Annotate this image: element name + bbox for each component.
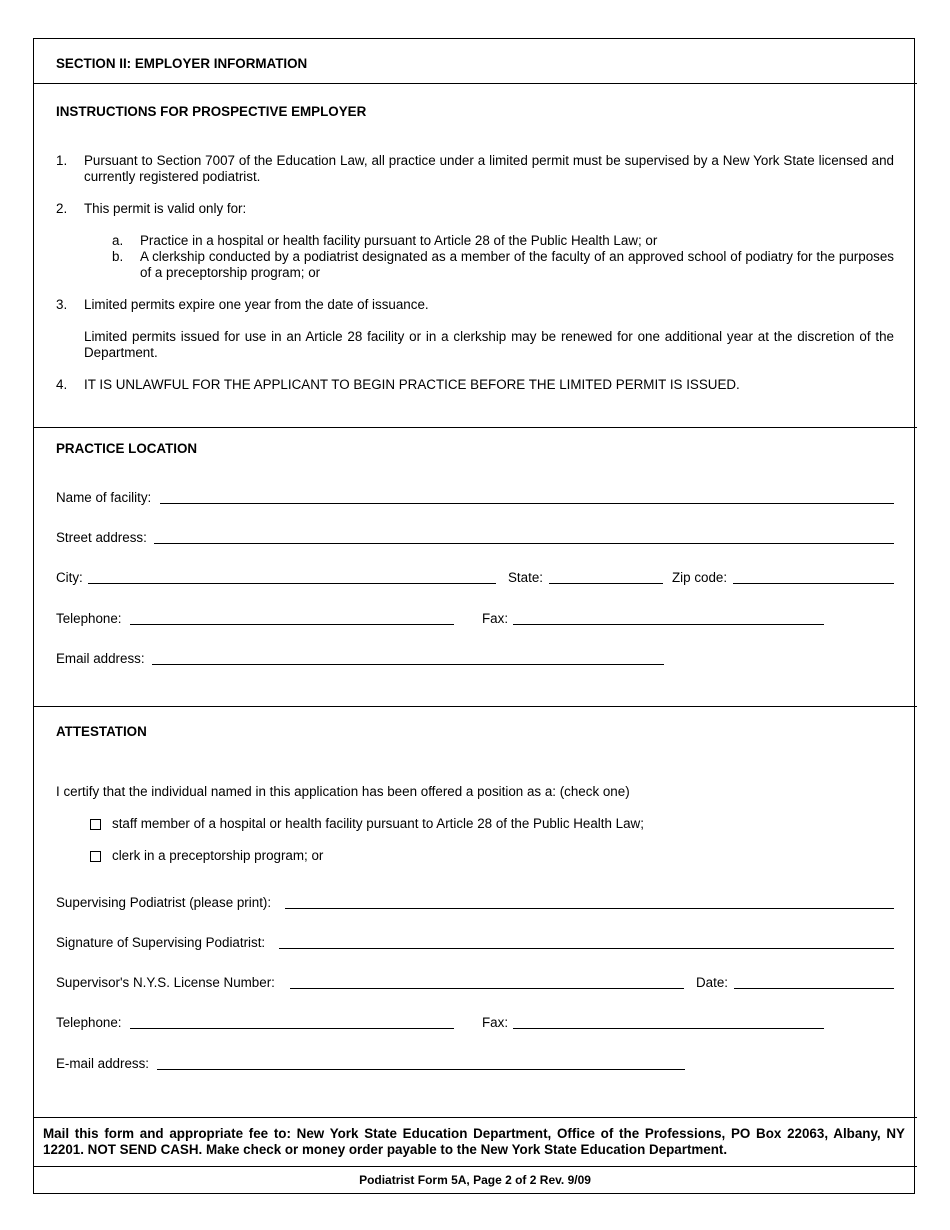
item-3-paragraph: Limited permits issued for use in an Article 28 facility or in a clerkship may be renewed for one additional year at the discretion of the Department. (84, 329, 894, 360)
supervising-podiatrist-label: Supervising Podiatrist (please print): (56, 895, 272, 910)
item-2a-text: Practice in a hospital or health facility pursuant to Article 28 of the Public Health Law; or (140, 233, 658, 248)
item-2b-text: A clerkship conducted by a podiatrist designated as a member of the faculty of an approved school of podiatry for the purposes of a preceptorship program; or (140, 249, 894, 280)
mail-instructions: Mail this form and appropriate fee to: New York State Education Department, Office of the Professions, PO Box 22063, Albany, NY 12201. NOT SEND CASH. Make check or money order payable to the New York State Education Department. (43, 1126, 905, 1157)
supervisor-email-label: E-mail address: (56, 1056, 150, 1071)
street-address-field[interactable] (154, 543, 894, 544)
form-footer: Podiatrist Form 5A, Page 2 of 2 Rev. 9/09 (359, 1173, 591, 1187)
email-label: Email address: (56, 651, 145, 666)
date-label: Date: (696, 975, 729, 990)
supervisor-fax-field[interactable] (513, 1028, 824, 1029)
item-1-text: Pursuant to Section 7007 of the Education Law, all practice under a limited permit must be supervised by a New York State licensed and currently registered podiatrist. (84, 153, 894, 184)
fax-label: Fax: (482, 611, 509, 626)
staff-member-checkbox[interactable] (90, 819, 101, 830)
city-label: City: (56, 570, 83, 585)
item-4-number: 4. (56, 377, 68, 392)
attestation-heading: ATTESTATION (56, 724, 147, 739)
signature-label: Signature of Supervising Podiatrist: (56, 935, 266, 950)
item-4-text: IT IS UNLAWFUL FOR THE APPLICANT TO BEGIN PRACTICE BEFORE THE LIMITED PERMIT IS ISSUED. (84, 377, 740, 392)
signature-field[interactable] (279, 948, 894, 949)
street-address-label: Street address: (56, 530, 147, 545)
clerk-option-label: clerk in a preceptorship program; or (112, 848, 324, 863)
email-field[interactable] (152, 664, 664, 665)
fax-field[interactable] (513, 624, 824, 625)
item-1-number: 1. (56, 153, 68, 168)
divider-mail (33, 1166, 917, 1167)
supervisor-email-field[interactable] (157, 1069, 685, 1070)
supervisor-telephone-label: Telephone: (56, 1015, 122, 1030)
divider-practice-location (33, 706, 917, 707)
telephone-label: Telephone: (56, 611, 122, 626)
section-title: SECTION II: EMPLOYER INFORMATION (56, 56, 308, 71)
divider-attestation (33, 1117, 917, 1118)
supervising-podiatrist-field[interactable] (285, 908, 894, 909)
facility-name-label: Name of facility: (56, 490, 152, 505)
zip-code-field[interactable] (733, 583, 894, 584)
divider-section-title (33, 83, 917, 84)
item-2-text: This permit is valid only for: (84, 201, 247, 216)
item-2b-letter: b. (112, 249, 124, 264)
item-3-text: Limited permits expire one year from the date of issuance. (84, 297, 429, 312)
supervisor-telephone-field[interactable] (130, 1028, 454, 1029)
license-number-field[interactable] (290, 988, 684, 989)
telephone-field[interactable] (130, 624, 454, 625)
instructions-heading: INSTRUCTIONS FOR PROSPECTIVE EMPLOYER (56, 104, 367, 119)
item-2a-letter: a. (112, 233, 124, 248)
certify-text: I certify that the individual named in this application has been offered a position as a: (check one) (56, 784, 630, 799)
practice-location-heading: PRACTICE LOCATION (56, 441, 198, 456)
zip-code-label: Zip code: (672, 570, 728, 585)
staff-member-option-label: staff member of a hospital or health facility pursuant to Article 28 of the Public Health Law; (112, 816, 644, 831)
license-number-label: Supervisor's N.Y.S. License Number: (56, 975, 275, 990)
item-2-number: 2. (56, 201, 68, 216)
divider-instructions (33, 427, 917, 428)
city-field[interactable] (88, 583, 496, 584)
supervisor-fax-label: Fax: (482, 1015, 509, 1030)
clerk-checkbox[interactable] (90, 851, 101, 862)
state-field[interactable] (549, 583, 663, 584)
item-3-number: 3. (56, 297, 68, 312)
facility-name-field[interactable] (160, 503, 894, 504)
state-label: State: (508, 570, 543, 585)
date-field[interactable] (734, 988, 894, 989)
